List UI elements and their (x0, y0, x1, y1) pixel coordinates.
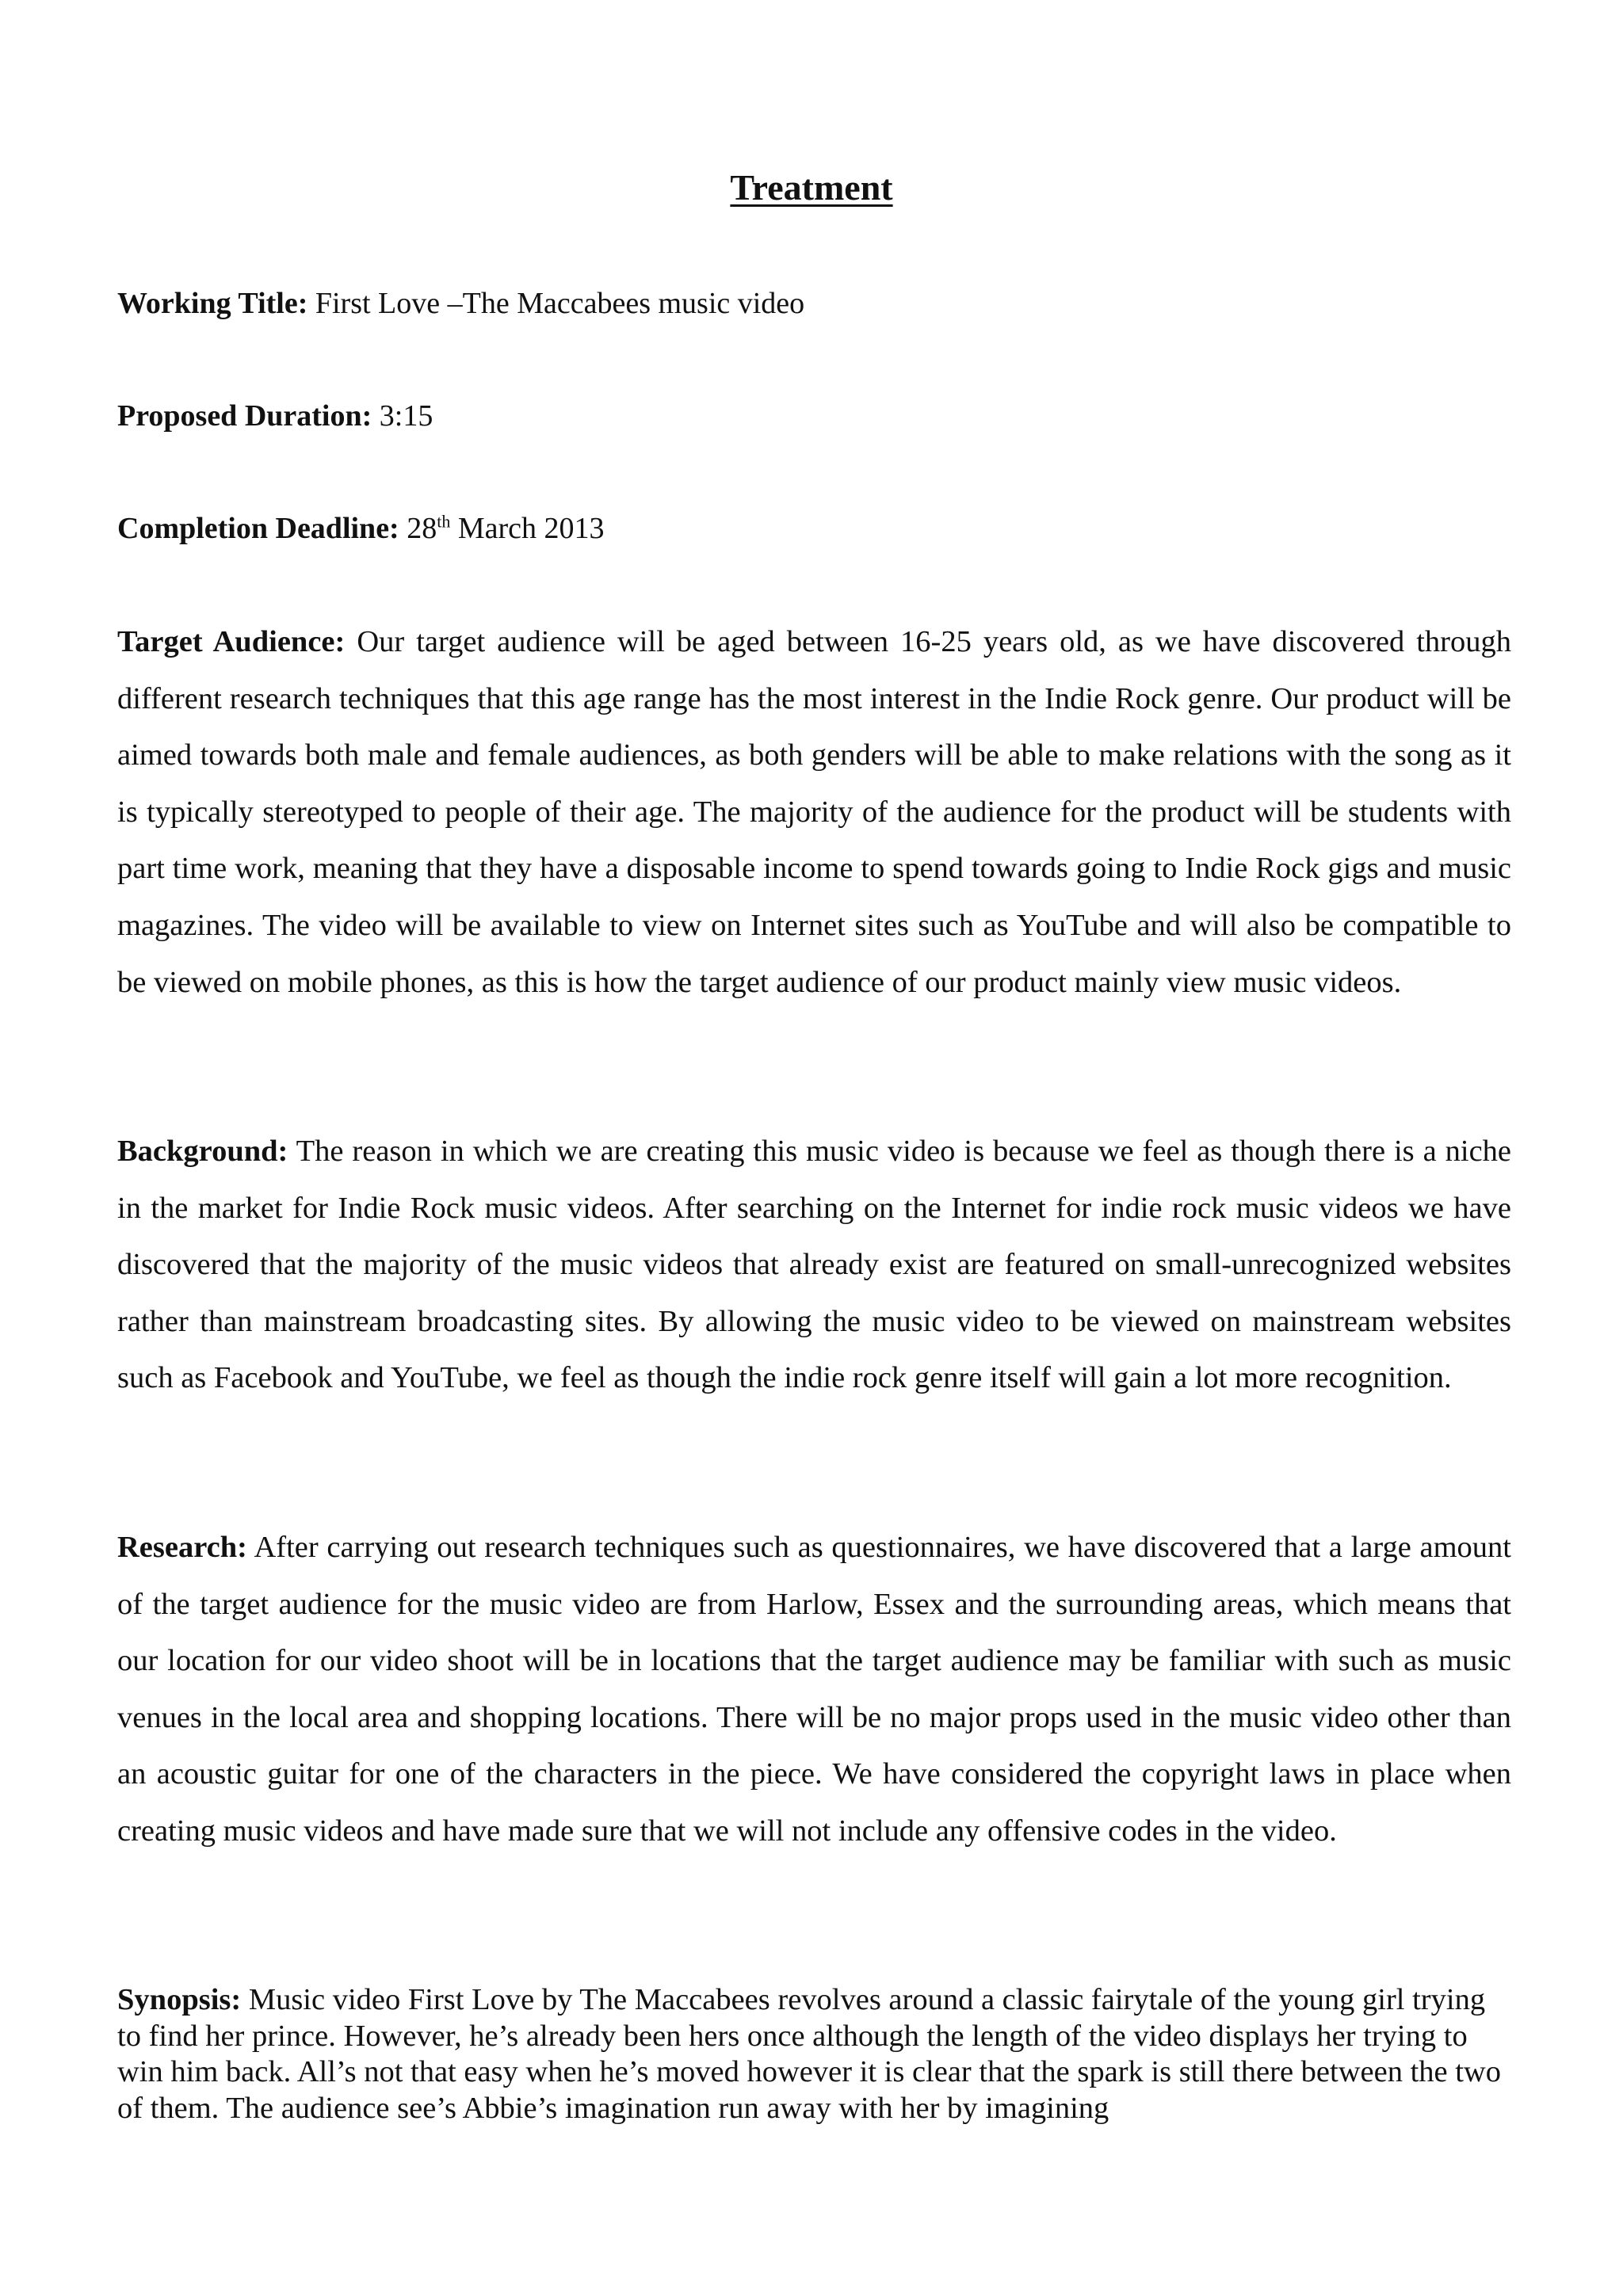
research-label: Research: (117, 1531, 247, 1564)
target-audience-text: Our target audience will be aged between 16-25 years old, as we have discovered through different research techniques that this age range has the most interest in the Indie Rock genre. Our product will be aimed towards both male and female audiences, as both genders will be able to make relations with the song as it is typically stereotyped to people of their age. The majority of the audience for the product will be students with part time work, meaning that they have a disposable income to spend towards going to Indie Rock gigs and music magazines. The video will be available to view on Internet sites such as YouTube and will also be compatible to be viewed on mobile phones, as this is how the target audience of our product mainly view music videos. (117, 625, 1511, 999)
research-paragraph (117, 1520, 1511, 1860)
proposed-duration-value: 3:15 (379, 399, 433, 433)
completion-deadline-label: Completion Deadline: (117, 512, 399, 545)
background-label: Background: (117, 1135, 288, 1168)
working-title-field (117, 288, 804, 318)
page-title: Treatment (730, 167, 893, 208)
background-paragraph (117, 1123, 1511, 1407)
working-title-value: First Love –The Maccabees music video (315, 287, 805, 320)
research-text: After carrying out research techniques such as questionnaires, we have discovered that a large amount of the target audience for the music video are from Harlow, Essex and the surrounding areas, which means that our location for our video shoot will be in locations that the target audience may be familiar with such as music venues in the local area and shopping locations. There will be no major props used in the music video other than an acoustic guitar for one of the characters in the piece. We have considered the copyright laws in place when creating music videos and have made sure that we will not include any offensive codes in the video. (117, 1531, 1511, 1848)
proposed-duration-label: Proposed Duration: (117, 399, 372, 433)
completion-deadline-day: 28 (407, 512, 437, 545)
background-text: The reason in which we are creating this music video is because we feel as though there is a niche in the market for Indie Rock music videos. After searching on the Internet for indie rock music videos we have discovered that the majority of the music videos that already exist are featured on small-unrecognized websites rather than mainstream broadcasting sites. By allowing the music video to be viewed on mainstream websites such as Facebook and YouTube, we feel as though the indie rock genre itself will gain a lot more recognition. (117, 1135, 1511, 1395)
synopsis-text: Music video First Love by The Maccabees revolves around a classic fairytale of the young girl trying to find her prince. However, he’s already been hers once although the length of the video displays her trying to win him back. All’s not that easy when he’s moved however it is clear that the spark is still there between the two of them. The audience see’s Abbie’s imagination run away with her by imagining (117, 1983, 1501, 2125)
proposed-duration-field (117, 401, 433, 431)
completion-deadline-field (117, 513, 605, 543)
completion-deadline-month-year: March 2013 (457, 512, 605, 545)
synopsis-paragraph (117, 1982, 1511, 2126)
completion-deadline-day-suffix: th (437, 511, 451, 532)
target-audience-label: Target Audience: (117, 625, 346, 658)
working-title-label: Working Title: (117, 287, 308, 320)
target-audience-paragraph (117, 614, 1511, 1011)
synopsis-label: Synopsis: (117, 1983, 242, 2016)
